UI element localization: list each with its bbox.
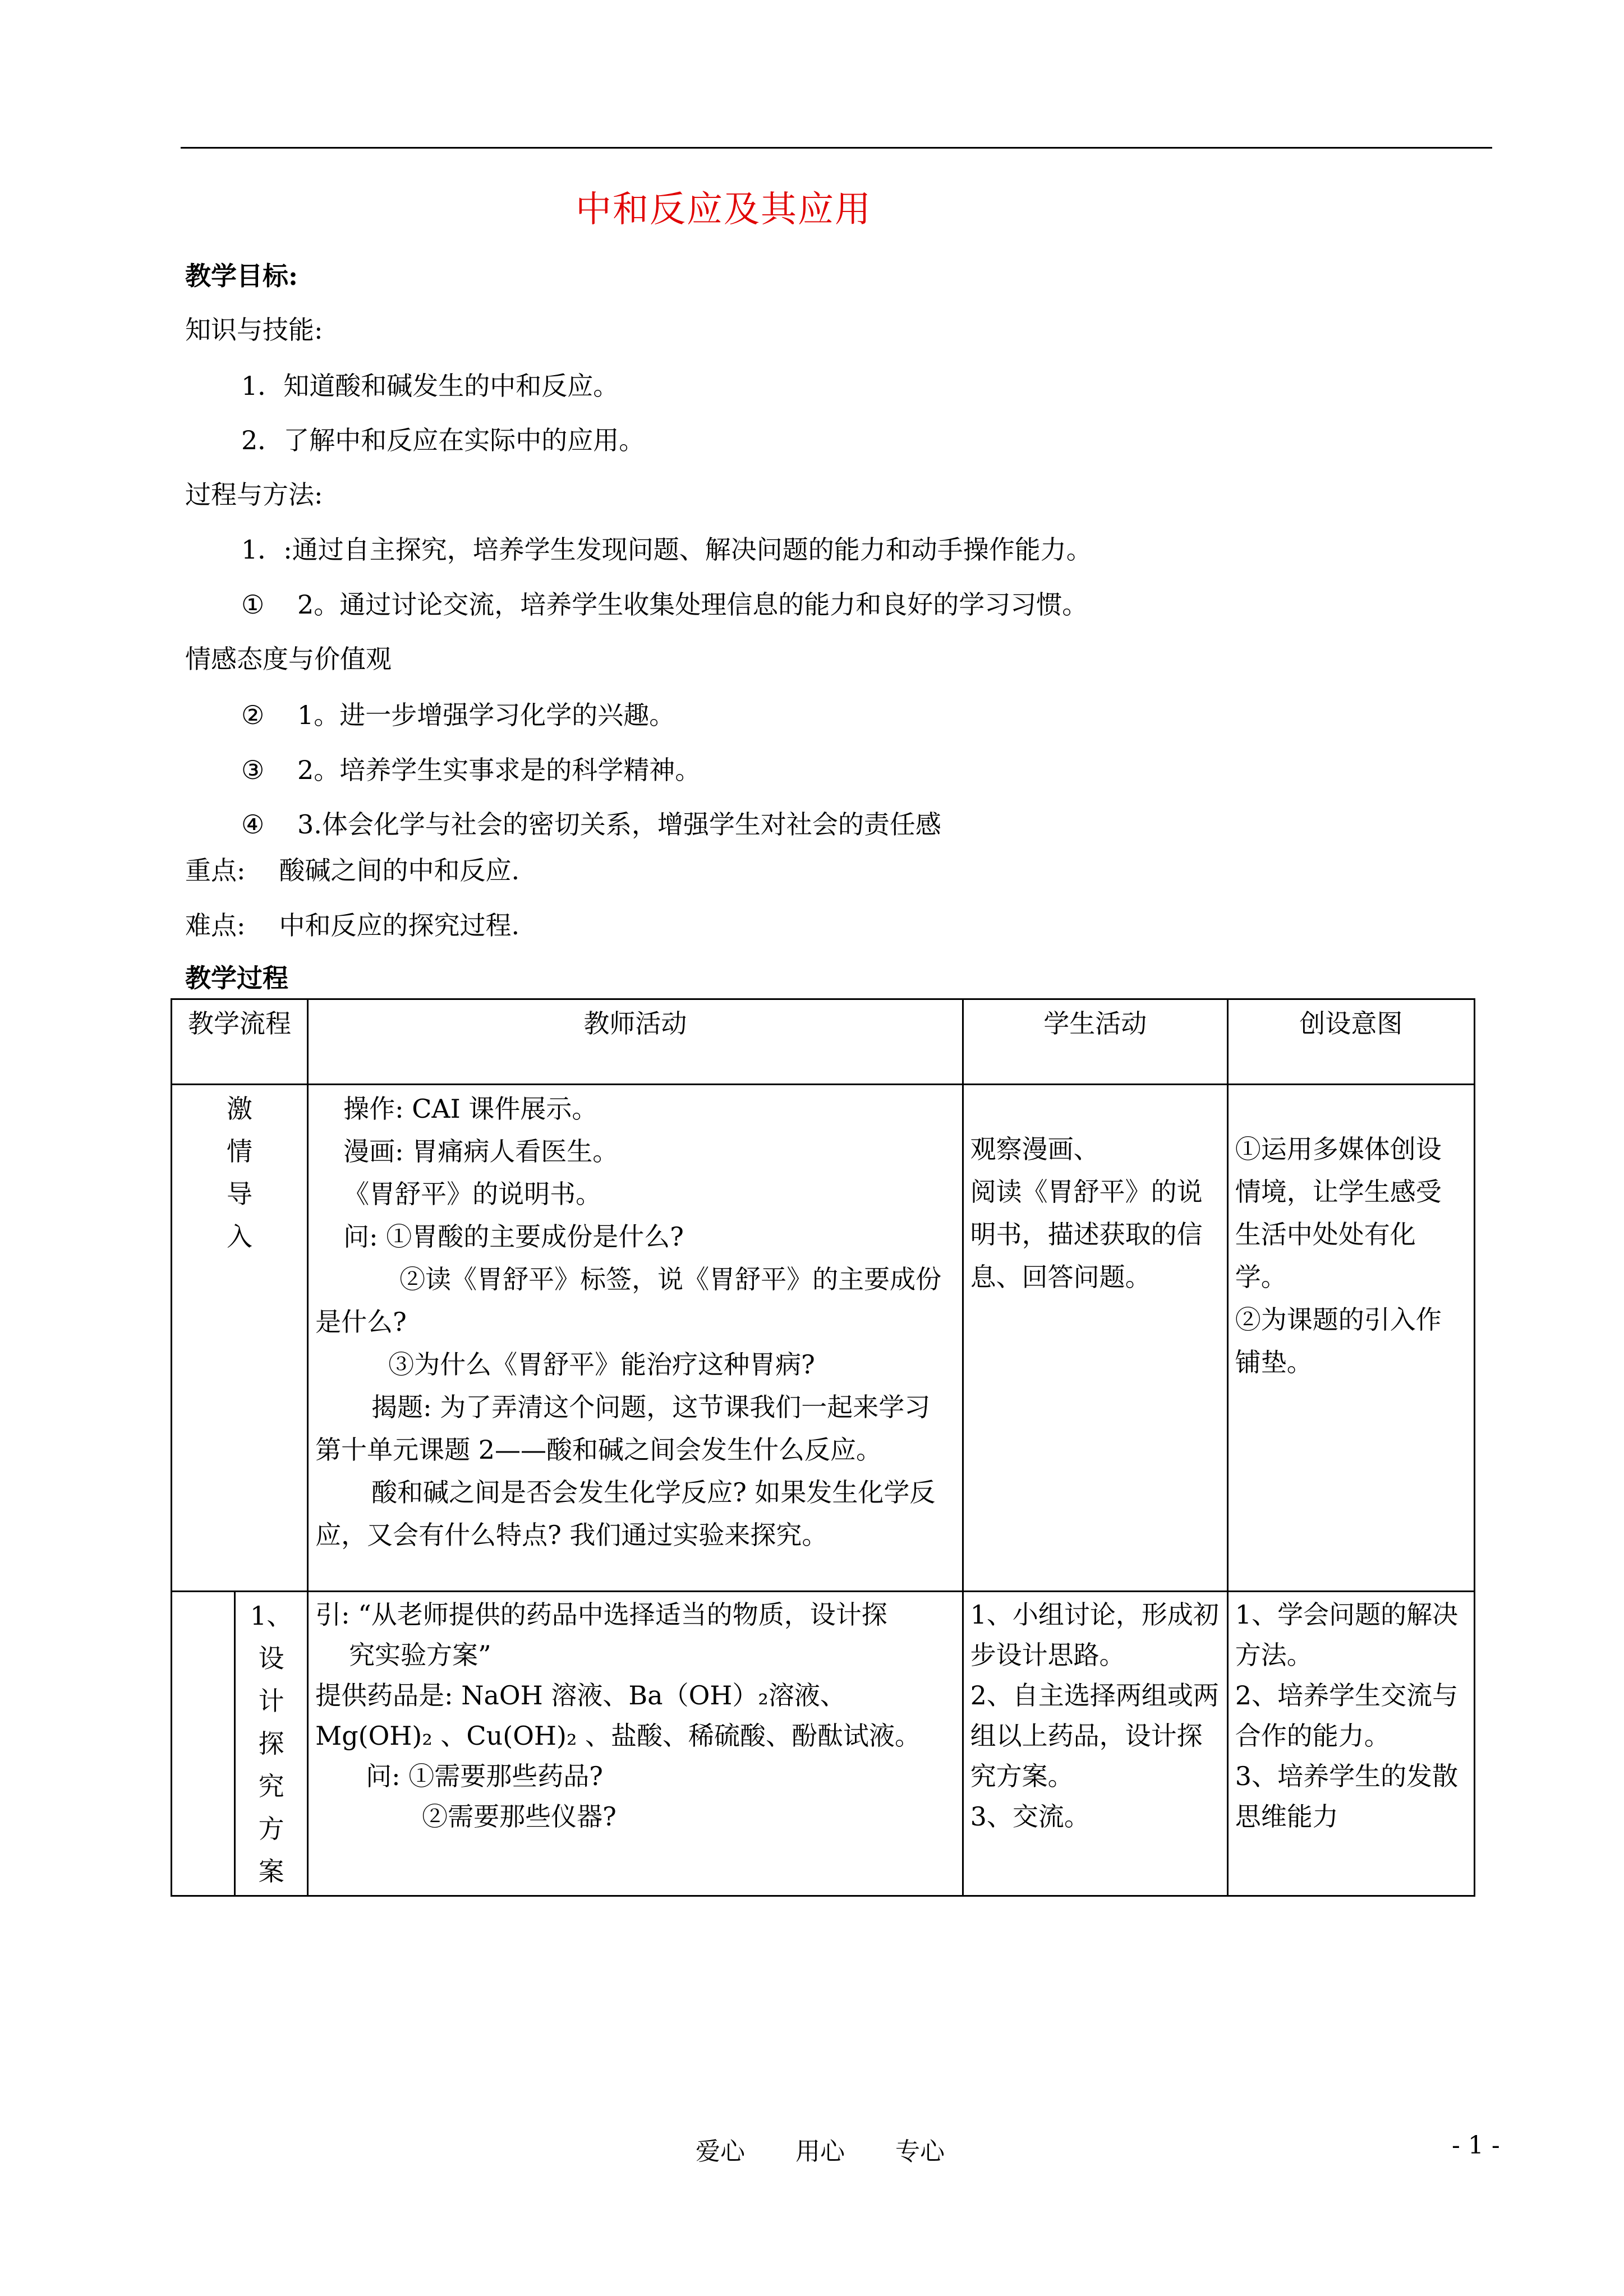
- difficulty-text: 中和反应的探究过程.: [279, 910, 520, 940]
- intent-cell: [1227, 1592, 1474, 1896]
- process-item-circled: [241, 588, 1088, 621]
- teacher-line: 提供药品是: NaOH 溶液、Ba（OH）₂溶液、Mg(OH)₂ 、Cu(OH)₂ 、盐酸、稀硫酸、酚酞试液。: [315, 1680, 921, 1751]
- page-title: 中和反应及其应用: [576, 189, 872, 230]
- teacher-activity-cell: [308, 1592, 963, 1896]
- substage-char: 1、: [250, 1601, 293, 1631]
- table-header-row: [172, 999, 1475, 1085]
- header-teacher: 教师活动: [308, 999, 963, 1085]
- substage-char: 探: [258, 1728, 284, 1759]
- intent-line: ①运用多媒体创设情境，让学生感受生活中处处有化学。: [1235, 1134, 1442, 1292]
- key-point: [185, 854, 519, 887]
- intent-cell: [1227, 1085, 1474, 1592]
- table-row: [172, 1085, 1475, 1592]
- blank-cell: [172, 1592, 235, 1896]
- substage-char: 计: [258, 1686, 284, 1716]
- stage-cell: [172, 1085, 308, 1592]
- intent-line: ②为课题的引入作铺垫。: [1235, 1304, 1442, 1377]
- header-flow: 教学流程: [172, 999, 308, 1085]
- difficulty-label: 难点:: [185, 910, 246, 940]
- process-heading: 过程与方法:: [185, 480, 323, 510]
- teacher-line: 漫画: 胃痛病人看医生。: [343, 1136, 619, 1167]
- circled-number: ②: [241, 700, 265, 730]
- knowledge-item: 2．了解中和反应在实际中的应用。: [241, 425, 645, 455]
- knowledge-item: 1．知道酸和碱发生的中和反应。: [241, 371, 619, 401]
- circled-number: ④: [241, 809, 265, 840]
- teacher-line: 操作: CAI 课件展示。: [343, 1094, 598, 1124]
- student-line: 观察漫画、: [970, 1134, 1099, 1164]
- stage-char: 激: [227, 1094, 253, 1124]
- student-line: 3、交流。: [970, 1801, 1090, 1832]
- teacher-line: ③为什么《胃舒平》能治疗这种胃病?: [388, 1349, 815, 1380]
- key-point-text: 酸碱之间的中和反应.: [279, 855, 520, 886]
- substage-cell: [235, 1592, 308, 1896]
- teacher-line: ②需要那些仪器?: [422, 1801, 617, 1832]
- teacher-line: 《胃舒平》的说明书。: [343, 1179, 602, 1209]
- teacher-line: 问: ①胃酸的主要成份是什么?: [343, 1221, 684, 1252]
- header-student: 学生活动: [963, 999, 1227, 1085]
- attitude-item-text: 2。培养学生实事求是的科学精神。: [297, 755, 701, 785]
- teacher-line: 酸和碱之间是否会发生化学反应? 如果发生化学反应，又会有什么特点? 我们通过实验来探究。: [315, 1477, 936, 1550]
- header-intent: 创设意图: [1227, 999, 1474, 1085]
- attitude-item: [241, 698, 675, 732]
- difficulty: [185, 909, 519, 942]
- footer-word: 专心: [895, 2137, 945, 2166]
- key-point-label: 重点:: [185, 855, 246, 886]
- teacher-line: 揭题: 为了弄清这个问题，这节课我们一起来学习第十单元课题 2——酸和碱之间会发生什么反应。: [315, 1392, 931, 1465]
- teacher-line: 问: ①需要那些药品?: [366, 1761, 603, 1791]
- teacher-line: 引: “从老师提供的药品中选择适当的物质，设计探: [315, 1599, 887, 1630]
- circled-number: ③: [241, 755, 265, 785]
- student-line: 阅读《胃舒平》的说明书，描述获取的信息、回答问题。: [970, 1177, 1203, 1292]
- student-line: 2、自主选择两组或两组以上药品，设计探究方案。: [970, 1680, 1219, 1791]
- circled-number: ①: [241, 589, 265, 620]
- stage-char: 导: [227, 1179, 253, 1209]
- intent-line: 1、学会问题的解决方法。: [1235, 1599, 1459, 1670]
- attitude-item: [241, 808, 941, 841]
- process-section-heading: 教学过程: [185, 963, 288, 993]
- intent-line: 2、培养学生交流与合作的能力。: [1235, 1680, 1459, 1751]
- page-number: - 1 -: [1452, 2131, 1500, 2160]
- substage-char: 案: [258, 1856, 284, 1887]
- substage-char: 究: [258, 1771, 284, 1801]
- teacher-line: 究实验方案”: [349, 1640, 491, 1670]
- stage-char: 入: [227, 1221, 253, 1252]
- student-line: 1、小组讨论，形成初步设计思路。: [970, 1599, 1219, 1670]
- knowledge-heading: 知识与技能:: [185, 315, 323, 345]
- footer-word: 用心: [795, 2137, 845, 2166]
- attitude-item-text: 3.体会化学与社会的密切关系，增强学生对社会的责任感: [297, 809, 941, 840]
- attitude-item-text: 1。进一步增强学习化学的兴趣。: [297, 700, 675, 730]
- process-item: 1．:通过自主探究，培养学生发现问题、解决问题的能力和动手操作能力。: [241, 534, 1092, 565]
- footer-word: 爱心: [696, 2137, 745, 2166]
- attitude-item: [241, 753, 701, 787]
- teaching-process-table: [171, 998, 1475, 1897]
- substage-char: 方: [258, 1814, 284, 1844]
- student-activity-cell: [963, 1592, 1227, 1896]
- process-item-text: 2。通过讨论交流，培养学生收集处理信息的能力和良好的学习习惯。: [297, 589, 1088, 620]
- footer-motto: [696, 2131, 945, 2167]
- teacher-line: ②读《胃舒平》标签，说《胃舒平》的主要成份是什么?: [315, 1264, 942, 1337]
- objectives-heading: 教学目标:: [185, 261, 298, 291]
- stage-char: 情: [227, 1136, 253, 1167]
- attitude-heading: 情感态度与价值观: [185, 644, 392, 674]
- header-rule: [181, 147, 1492, 149]
- table-row: [172, 1592, 1475, 1896]
- page-footer: [0, 2131, 1624, 2165]
- substage-char: 设: [258, 1643, 284, 1673]
- intent-line: 3、培养学生的发散思维能力: [1235, 1761, 1459, 1832]
- student-activity-cell: [963, 1085, 1227, 1592]
- teacher-activity-cell: [308, 1085, 963, 1592]
